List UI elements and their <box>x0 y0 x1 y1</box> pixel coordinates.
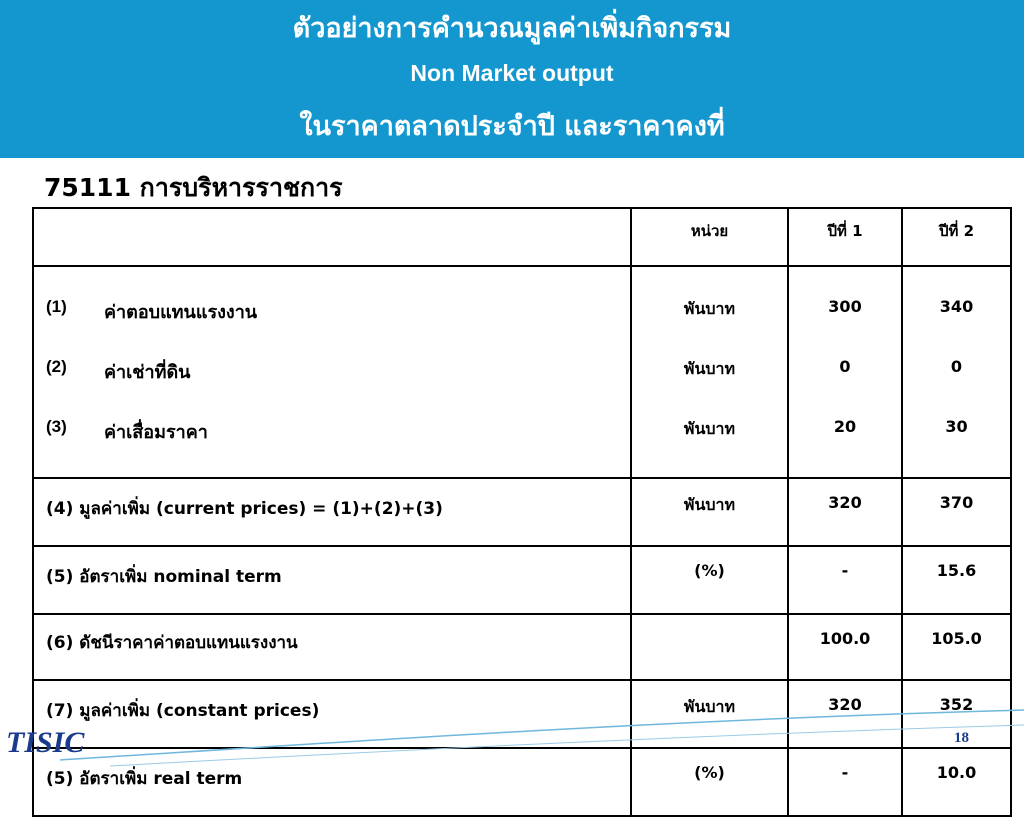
unit-value: พันบาท <box>683 299 736 318</box>
item-label: ค่าตอบแทนแรงงาน <box>104 302 258 323</box>
tisic-logo: TISIC <box>6 726 85 759</box>
table-row <box>33 614 1011 680</box>
row-year2: 15.6 <box>902 546 1011 614</box>
row-label: (7) มูลค่าเพิ่ม (constant prices) <box>33 680 631 748</box>
item-label: ค่าเสื่อมราคา <box>104 422 208 443</box>
slide-title-line2: Non Market output <box>410 60 614 86</box>
slide-title-line1: ตัวอย่างการคำนวณมูลค่าเพิ่มกิจกรรม <box>292 13 732 44</box>
section-title: 75111 การบริหารราชการ <box>44 173 343 202</box>
table-row <box>33 478 1011 546</box>
header-cell-item <box>33 208 631 266</box>
slide-title-line3: ในราคาตลาดประจำปี และราคาคงที่ <box>299 111 725 142</box>
year1-value: 20 <box>833 417 857 436</box>
table-row <box>33 546 1011 614</box>
row-unit <box>631 614 788 680</box>
row-unit: (%) <box>631 748 788 816</box>
year1-value: 300 <box>828 297 862 316</box>
item-number: (1) <box>46 297 67 316</box>
header-cell-year1: ปีที่ 1 <box>788 208 902 266</box>
row-year2: 352 <box>902 680 1011 748</box>
row-year2: 105.0 <box>902 614 1011 680</box>
unit-value: พันบาท <box>683 359 736 378</box>
unit-value: พันบาท <box>683 419 736 438</box>
group-year1-cell <box>788 266 902 478</box>
row-year1: 320 <box>788 680 902 748</box>
table-header-row <box>33 208 1011 266</box>
year2-value: 30 <box>945 417 968 436</box>
list-item <box>46 267 630 357</box>
group-year2-cell <box>902 266 1011 478</box>
row-label: (5) อัตราเพิ่ม real term <box>33 748 631 816</box>
row-year1: - <box>788 748 902 816</box>
page-number: 18 <box>954 730 969 746</box>
group-unit-cell <box>631 266 788 478</box>
year1-value: 0 <box>839 357 851 376</box>
year2-value: 340 <box>939 297 974 316</box>
group-labels-cell <box>33 266 631 478</box>
row-unit: (%) <box>631 546 788 614</box>
table-group-row <box>33 266 1011 478</box>
year2-value: 0 <box>950 357 963 376</box>
row-label: (6) ดัชนีราคาค่าตอบแทนแรงงาน <box>33 614 631 680</box>
item-label: ค่าเช่าที่ดิน <box>104 362 191 383</box>
row-year1: 100.0 <box>788 614 902 680</box>
row-label: (4) มูลค่าเพิ่ม (current prices) = (1)+(2)+(3) <box>33 478 631 546</box>
row-year2: 370 <box>902 478 1011 546</box>
list-item <box>46 417 630 477</box>
row-year2: 10.0 <box>902 748 1011 816</box>
row-unit: พันบาท <box>631 478 788 546</box>
list-item <box>46 357 630 417</box>
row-year1: - <box>788 546 902 614</box>
item-number: (2) <box>46 357 67 376</box>
footer-swoosh-decoration <box>0 690 1024 768</box>
item-number: (3) <box>46 417 67 436</box>
header-cell-unit: หน่วย <box>631 208 788 266</box>
title-banner <box>0 0 1024 158</box>
row-unit: พันบาท <box>631 680 788 748</box>
row-label: (5) อัตราเพิ่ม nominal term <box>33 546 631 614</box>
header-cell-year2: ปีที่ 2 <box>902 208 1011 266</box>
row-year1: 320 <box>788 478 902 546</box>
